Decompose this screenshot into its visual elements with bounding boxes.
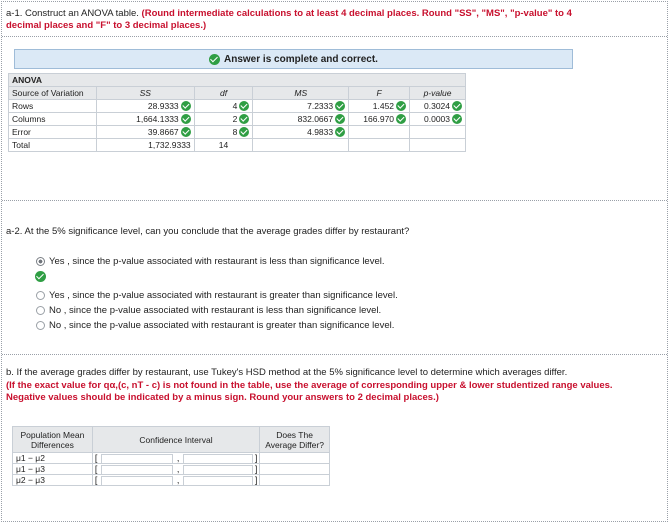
ci-upper-input[interactable]: [183, 454, 253, 464]
col-header-ci: Confidence Interval: [92, 427, 259, 453]
option-yes-less[interactable]: [36, 256, 385, 267]
ms-field[interactable]: 7.2333: [253, 100, 349, 113]
differ-select[interactable]: [260, 453, 330, 464]
ci-upper-input[interactable]: [183, 476, 253, 486]
differ-select[interactable]: [260, 475, 330, 486]
anova-row-total: [9, 139, 466, 152]
col-header-pvalue: p-value: [410, 87, 466, 100]
anova-row-columns: [9, 113, 466, 126]
col-header-ss: SS: [96, 87, 194, 100]
check-icon: [335, 127, 345, 137]
empty-cell: [349, 126, 410, 139]
option-label: No , since the p-value associated with restaurant is less than significance level.: [49, 305, 382, 316]
anova-row-rows: [9, 100, 466, 113]
ss-field[interactable]: 28.9333: [96, 100, 194, 113]
f-field[interactable]: 1.452: [349, 100, 410, 113]
check-circle-icon: [35, 271, 46, 282]
check-icon: [239, 127, 249, 137]
row-label: μ2 − μ3: [13, 475, 93, 486]
df-field[interactable]: 4: [194, 100, 253, 113]
differ-select[interactable]: [260, 464, 330, 475]
tukey-table: [12, 426, 330, 486]
pvalue-field[interactable]: 0.0003: [410, 113, 466, 126]
empty-cell: [410, 139, 466, 152]
ci-cell: [ , ]: [92, 475, 259, 486]
col-header-differ: Does The Average Differ?: [260, 427, 330, 453]
tukey-row: [13, 464, 330, 475]
check-icon: [181, 127, 191, 137]
f-field[interactable]: 166.970: [349, 113, 410, 126]
option-label: No , since the p-value associated with restaurant is greater than significance level.: [49, 320, 395, 331]
ci-lower-input[interactable]: [101, 465, 173, 475]
check-icon: [239, 114, 249, 124]
ci-lower-input[interactable]: [101, 454, 173, 464]
row-label: μ1 − μ2: [13, 453, 93, 464]
empty-cell: [253, 139, 349, 152]
option-label: Yes , since the p-value associated with restaurant is greater than significance level.: [49, 290, 398, 301]
ss-total: 1,732.9333: [96, 139, 194, 152]
ci-lower-input[interactable]: [101, 476, 173, 486]
question-a1-instruction-2: decimal places and "F" to 3 decimal places.): [6, 20, 207, 31]
anova-title: ANOVA: [9, 74, 466, 87]
ms-field[interactable]: 4.9833: [253, 126, 349, 139]
divider: [2, 36, 667, 37]
row-label: Error: [9, 126, 97, 139]
df-total: 14: [194, 139, 253, 152]
divider: [2, 200, 667, 201]
question-a1: [6, 8, 656, 20]
empty-cell: [349, 139, 410, 152]
radio-button[interactable]: [36, 321, 45, 330]
radio-selected[interactable]: [36, 257, 45, 266]
option-yes-greater[interactable]: [36, 290, 398, 301]
col-header-source: Source of Variation: [9, 87, 97, 100]
question-b-instruction-1: (If the exact value for qα,(c, nT - c) is not found in the table, use the average of corresponding upper & lower studentized range values.: [6, 380, 613, 391]
row-label: Rows: [9, 100, 97, 113]
col-header-mean-diff: Population Mean Differences: [13, 427, 93, 453]
ci-cell: [ , ]: [92, 464, 259, 475]
df-field[interactable]: 8: [194, 126, 253, 139]
radio-button[interactable]: [36, 291, 45, 300]
question-a1-instruction-1: (Round intermediate calculations to at least 4 decimal places. Round "SS", "MS", "p-value" to 4: [141, 8, 572, 19]
row-label: μ1 − μ3: [13, 464, 93, 475]
question-a2: a-2. At the 5% significance level, can you conclude that the average grades differ by restaurant?: [6, 226, 410, 237]
divider: [2, 354, 667, 355]
check-icon: [396, 114, 406, 124]
col-header-ms: MS: [253, 87, 349, 100]
anova-row-error: [9, 126, 466, 139]
col-header-df: df: [194, 87, 253, 100]
check-icon: [452, 114, 462, 124]
question-a1-prefix: a-1. Construct an ANOVA table.: [6, 8, 142, 19]
df-field[interactable]: 2: [194, 113, 253, 126]
tukey-row: [13, 453, 330, 464]
option-no-less[interactable]: [36, 305, 381, 316]
tukey-row: [13, 475, 330, 486]
ss-field[interactable]: 39.8667: [96, 126, 194, 139]
check-icon: [335, 114, 345, 124]
option-no-greater[interactable]: [36, 320, 394, 331]
ci-upper-input[interactable]: [183, 465, 253, 475]
empty-cell: [410, 126, 466, 139]
row-label: Columns: [9, 113, 97, 126]
check-icon: [396, 101, 406, 111]
check-icon: [239, 101, 249, 111]
ci-cell: [ , ]: [92, 453, 259, 464]
banner-text: Answer is complete and correct.: [224, 53, 378, 65]
ms-field[interactable]: 832.0667: [253, 113, 349, 126]
pvalue-field[interactable]: 0.3024: [410, 100, 466, 113]
row-label: Total: [9, 139, 97, 152]
check-circle-icon: [209, 54, 220, 65]
check-icon: [335, 101, 345, 111]
answer-banner: [14, 49, 573, 69]
ss-field[interactable]: 1,664.1333: [96, 113, 194, 126]
col-header-f: F: [349, 87, 410, 100]
check-icon: [452, 101, 462, 111]
check-icon: [181, 101, 191, 111]
anova-table: [8, 73, 466, 152]
option-label: Yes , since the p-value associated with restaurant is less than significance level.: [49, 256, 385, 267]
question-b-instruction-2: Negative values should be indicated by a minus sign. Round your answers to 2 decimal places.): [6, 392, 439, 403]
radio-button[interactable]: [36, 306, 45, 315]
question-b: b. If the average grades differ by restaurant, use Tukey's HSD method at the 5% significance level to determine which averages differ.: [6, 367, 568, 378]
check-icon: [181, 114, 191, 124]
